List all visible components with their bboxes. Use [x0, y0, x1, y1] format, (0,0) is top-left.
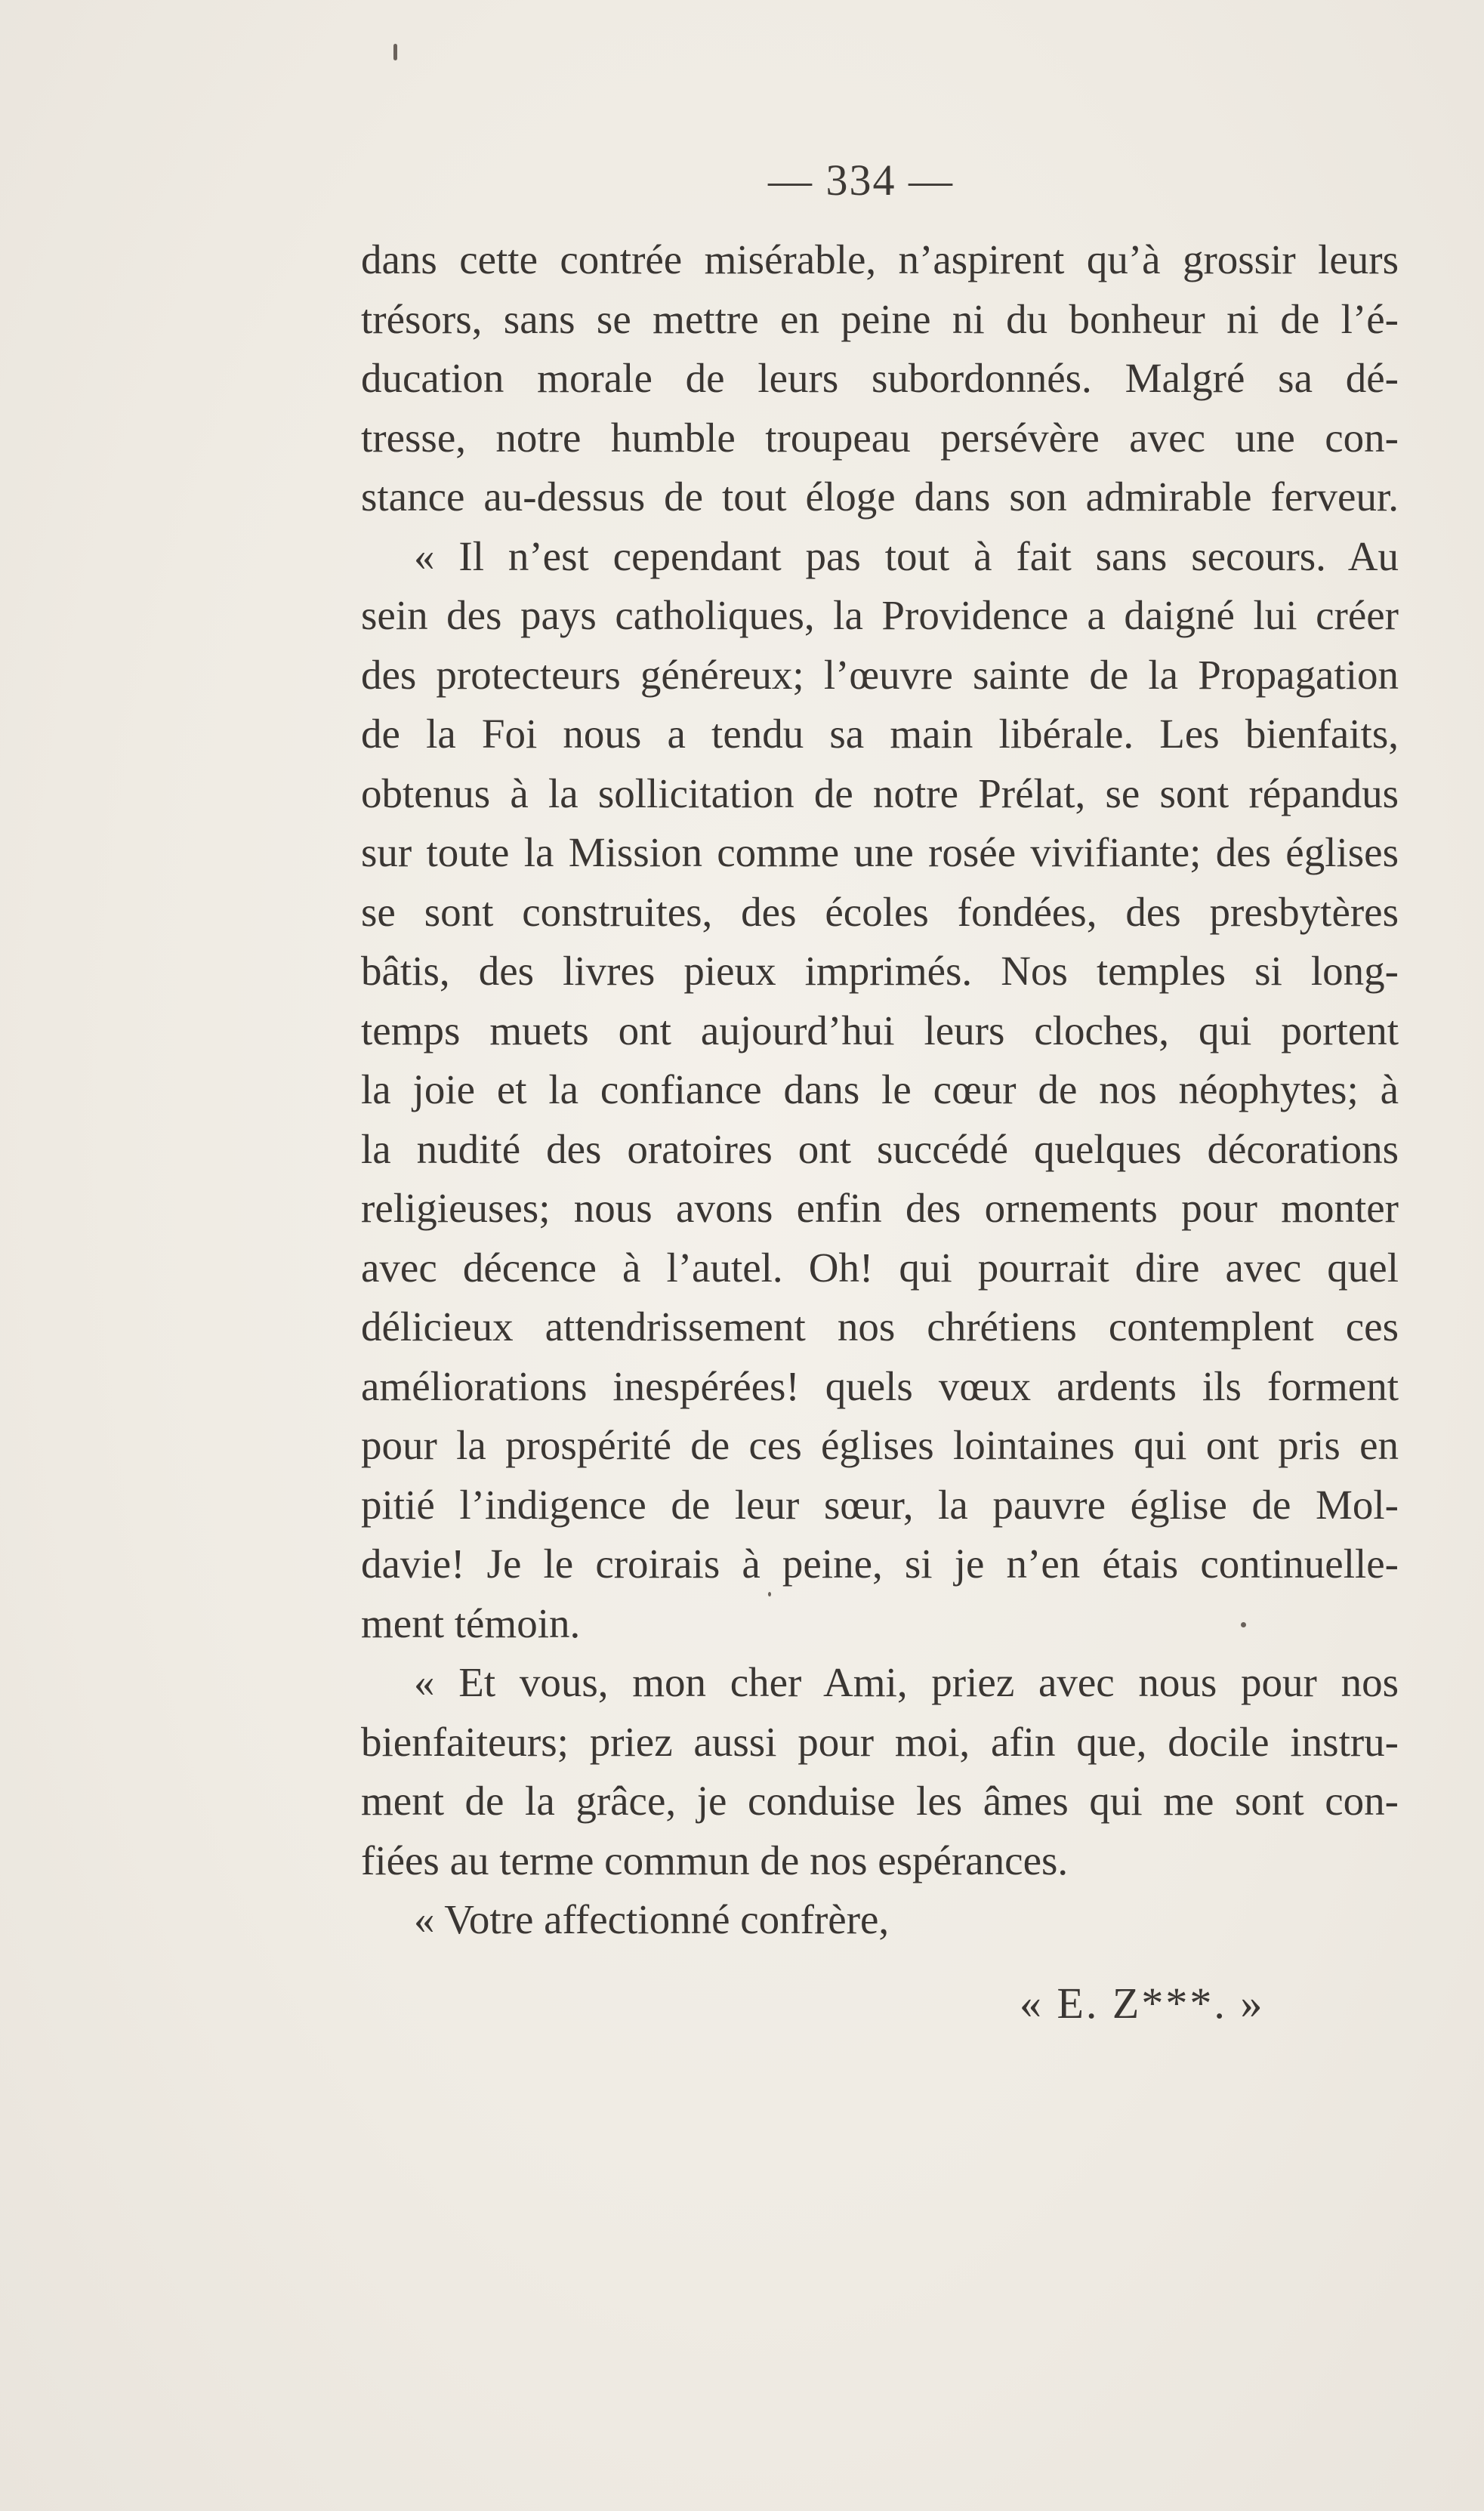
text-line: se sont construites, des écoles fondées, des presbytères	[361, 888, 1399, 935]
text-line: stance au-dessus de tout éloge dans son admirable ferveur.	[361, 474, 1399, 520]
body-text	[361, 230, 1399, 1950]
text-line: la nudité des oratoires ont succédé quelques décorations	[361, 1125, 1399, 1172]
text-line: ment de la grâce, je conduise les âmes qui me sont con-	[361, 1778, 1399, 1824]
text-line: obtenus à la sollicitation de notre Prélat, se sont répandus	[361, 770, 1399, 816]
text-line: ducation morale de leurs subordonnés. Malgré sa dé-	[361, 355, 1399, 401]
text-line: « Et vous, mon cher Ami, priez avec nous pour nos	[414, 1659, 1399, 1705]
text-line: bienfaiteurs; priez aussi pour moi, afin que, docile instru-	[361, 1718, 1399, 1765]
text-line: délicieux attendrissement nos chrétiens contemplent ces	[361, 1303, 1399, 1350]
ink-speck	[393, 44, 397, 60]
text-line: tresse, notre humble troupeau persévère avec une con-	[361, 414, 1399, 461]
page-number: — 334 —	[768, 156, 954, 205]
text-line: trésors, sans se mettre en peine ni du bonheur ni de l’é-	[361, 295, 1399, 342]
text-line: pitié l’indigence de leur sœur, la pauvre église de Mol-	[361, 1481, 1399, 1528]
text-line: fiées au terme commun de nos espérances.	[361, 1837, 1069, 1883]
text-line: dans cette contrée misérable, n’aspirent qu’à grossir leurs	[361, 236, 1399, 282]
text-line: temps muets ont aujourd’hui leurs cloches, qui portent	[361, 1007, 1399, 1053]
text-line: de la Foi nous a tendu sa main libérale. Les bienfaits,	[361, 711, 1399, 757]
text-line: religieuses; nous avons enfin des ornements pour monter	[361, 1185, 1399, 1231]
text-line: la joie et la confiance dans le cœur de nos néophytes; à	[361, 1066, 1399, 1112]
text-line: ment témoin.	[361, 1599, 581, 1646]
text-line: sur toute la Mission comme une rosée vivifiante; des églises	[361, 829, 1399, 875]
text-line: davie! Je le croirais à peine, si je n’en étais continuelle-	[361, 1541, 1399, 1587]
text-line: « Votre affectionné confrère,	[414, 1896, 890, 1942]
text-line: bâtis, des livres pieux imprimés. Nos temples si long-	[361, 948, 1399, 994]
text-line: « Il n’est cependant pas tout à fait sans secours. Au	[414, 532, 1399, 579]
signature: « E. Z***. »	[1020, 1979, 1265, 2028]
text-line: pour la prospérité de ces églises lointaines qui ont pris en	[361, 1422, 1399, 1468]
text-line: améliorations inespérées! quels vœux ardents ils forment	[361, 1362, 1399, 1409]
text-line: avec décence à l’autel. Oh! qui pourrait dire avec quel	[361, 1244, 1399, 1291]
text-line: des protecteurs généreux; l’œuvre sainte de la Propagation	[361, 651, 1399, 698]
text-line: sein des pays catholiques, la Providence a daigné lui créer	[361, 592, 1399, 638]
